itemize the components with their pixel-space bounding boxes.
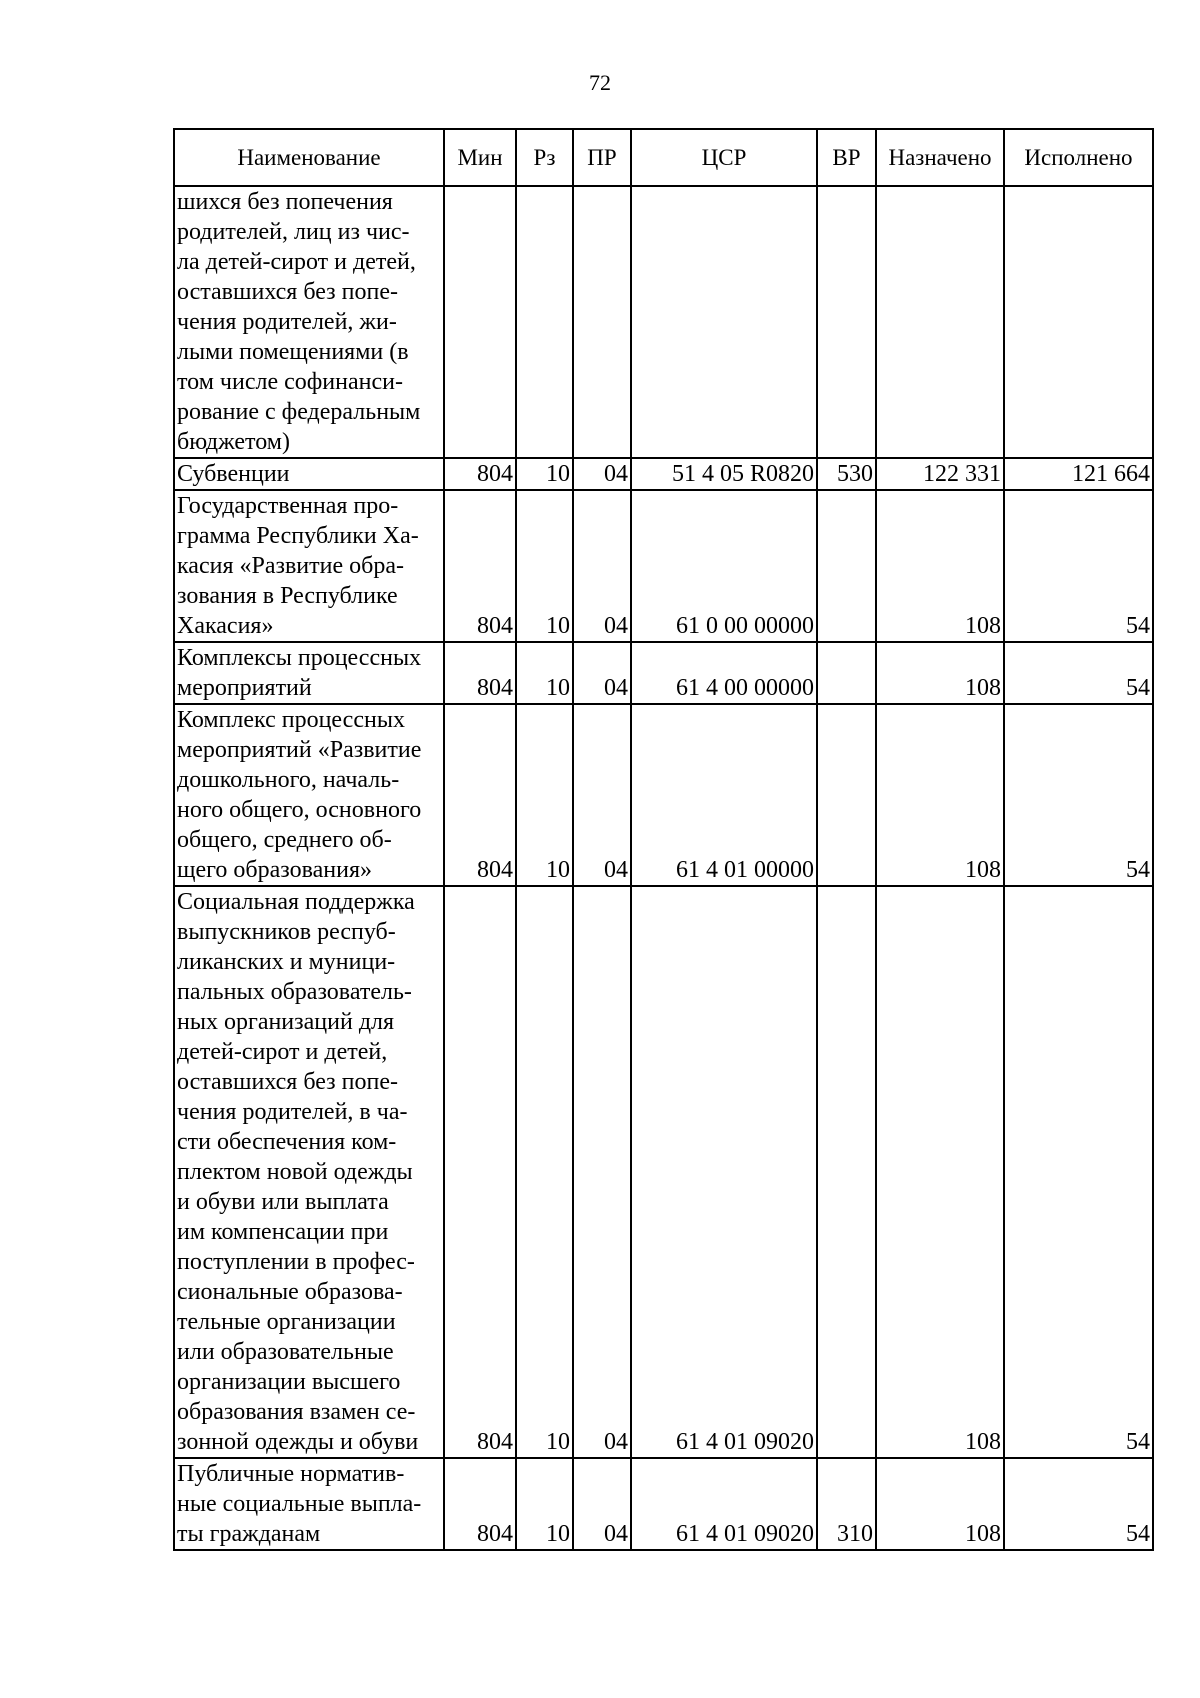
- row-rz: [516, 186, 573, 458]
- row-min: 804: [444, 704, 516, 886]
- row-vr: [817, 642, 876, 704]
- row-executed: 54: [1004, 704, 1153, 886]
- row-name: Комплекс процессных мероприятий «Развитие дошкольного, началь- ного общего, основного общего, среднего об- щего образования»: [174, 704, 444, 886]
- row-min: 804: [444, 1458, 516, 1550]
- row-executed: 54: [1004, 886, 1153, 1458]
- row-min: 804: [444, 642, 516, 704]
- row-pr: [573, 186, 631, 458]
- row-csr: 61 4 01 09020: [631, 1458, 817, 1550]
- row-csr: 61 0 00 00000: [631, 490, 817, 642]
- row-name: Комплексы процессных мероприятий: [174, 642, 444, 704]
- table-row: [174, 642, 1153, 704]
- row-name: Публичные норматив- ные социальные выпла- ты гражданам: [174, 1458, 444, 1550]
- row-assigned: 108: [876, 886, 1004, 1458]
- table-row: [174, 458, 1153, 490]
- header-pr: ПР: [573, 129, 631, 186]
- row-rz: 10: [516, 642, 573, 704]
- row-csr: [631, 186, 817, 458]
- table-row: [174, 1458, 1153, 1550]
- row-assigned: [876, 186, 1004, 458]
- row-csr: 51 4 05 R0820: [631, 458, 817, 490]
- row-min: 804: [444, 458, 516, 490]
- row-rz: 10: [516, 886, 573, 1458]
- header-assigned: Назначено: [876, 129, 1004, 186]
- row-pr: 04: [573, 704, 631, 886]
- row-vr: [817, 186, 876, 458]
- row-assigned: 122 331: [876, 458, 1004, 490]
- table-row: [174, 186, 1153, 458]
- header-csr: ЦСР: [631, 129, 817, 186]
- row-assigned: 108: [876, 642, 1004, 704]
- row-assigned: 108: [876, 704, 1004, 886]
- header-min: Мин: [444, 129, 516, 186]
- header-name: Наименование: [174, 129, 444, 186]
- table-row: [174, 886, 1153, 1458]
- row-pr: 04: [573, 642, 631, 704]
- row-name: Социальная поддержка выпускников респуб- ликанских и муници- пальных образователь- ных организаций для детей-сирот и детей, оставшихся без попе- чения родителей, в ча- сти обеспечения ком- плектом новой одежды и обуви или выплата им компенсации при поступлении в профес- сиональные образова- тельные организации или образовательные организации высшего образования взамен се- зонной одежды и обуви: [174, 886, 444, 1458]
- row-rz: 10: [516, 704, 573, 886]
- table-row: [174, 704, 1153, 886]
- row-vr: [817, 704, 876, 886]
- row-rz: 10: [516, 490, 573, 642]
- row-pr: 04: [573, 490, 631, 642]
- row-executed: 54: [1004, 642, 1153, 704]
- row-rz: 10: [516, 458, 573, 490]
- page-number: 72: [589, 70, 611, 95]
- row-name: Государственная про- грамма Республики Ха- касия «Развитие обра- зования в Республике Хакасия»: [174, 490, 444, 642]
- row-executed: [1004, 186, 1153, 458]
- header-vr: ВР: [817, 129, 876, 186]
- row-pr: 04: [573, 1458, 631, 1550]
- row-min: [444, 186, 516, 458]
- row-name: Субвенции: [174, 458, 444, 490]
- table-row: [174, 490, 1153, 642]
- row-vr: [817, 490, 876, 642]
- row-min: 804: [444, 886, 516, 1458]
- row-vr: 530: [817, 458, 876, 490]
- header-executed: Исполнено: [1004, 129, 1153, 186]
- row-pr: 04: [573, 458, 631, 490]
- row-csr: 61 4 01 09020: [631, 886, 817, 1458]
- header-rz: Рз: [516, 129, 573, 186]
- row-csr: 61 4 00 00000: [631, 642, 817, 704]
- row-name: шихся без попечения родителей, лиц из чис- ла детей-сирот и детей, оставшихся без попе- чения родителей, жи- лыми помещениями (в том числе софинанси- рование с федеральным бюджетом): [174, 186, 444, 458]
- row-rz: 10: [516, 1458, 573, 1550]
- row-executed: 54: [1004, 1458, 1153, 1550]
- row-executed: 121 664: [1004, 458, 1153, 490]
- row-csr: 61 4 01 00000: [631, 704, 817, 886]
- row-pr: 04: [573, 886, 631, 1458]
- row-vr: 310: [817, 1458, 876, 1550]
- row-min: 804: [444, 490, 516, 642]
- header-row: [174, 129, 1153, 186]
- row-vr: [817, 886, 876, 1458]
- row-executed: 54: [1004, 490, 1153, 642]
- row-assigned: 108: [876, 490, 1004, 642]
- row-assigned: 108: [876, 1458, 1004, 1550]
- budget-table: [173, 128, 1154, 1551]
